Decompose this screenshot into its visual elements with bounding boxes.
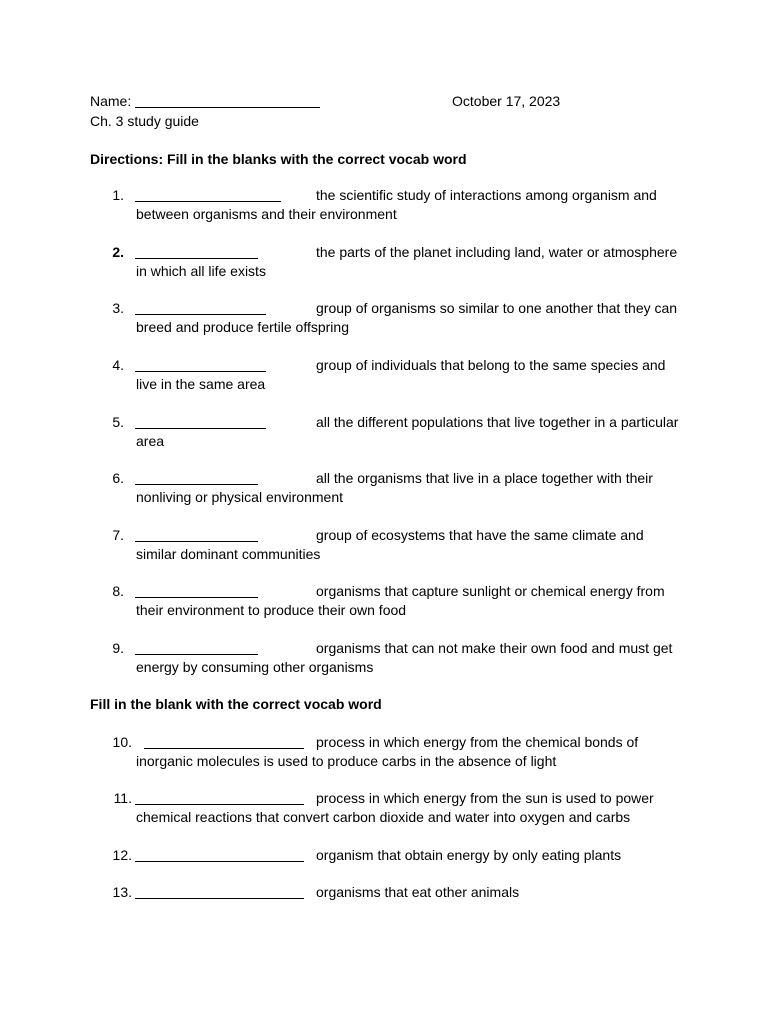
definition-line2: in which all life exists: [136, 263, 266, 279]
definition-line2: similar dominant communities: [136, 546, 321, 562]
definition-line2: nonliving or physical environment: [136, 489, 343, 505]
answer-blank: [135, 804, 304, 805]
question-item: [0, 526, 768, 566]
definition-line1: organisms that can not make their own food and must get: [316, 640, 673, 656]
question-number: 9.: [112, 640, 124, 656]
answer-blank: [135, 258, 258, 259]
definition-line1: process in which energy from the chemical bonds of: [316, 734, 639, 750]
name-blank: [135, 107, 320, 108]
definition-line1: the parts of the planet including land, water or atmosphere: [316, 244, 678, 260]
question-number: 8.: [112, 583, 124, 599]
question-number: 6.: [112, 470, 124, 486]
question-item: [0, 243, 768, 283]
answer-blank: [135, 428, 266, 429]
question-item: [0, 846, 768, 886]
answer-blank: [135, 541, 258, 542]
date-text: October 17, 2023: [452, 93, 561, 109]
question-item: [0, 582, 768, 622]
question-item: [0, 639, 768, 679]
definition-line2: area: [136, 433, 165, 449]
answer-blank: [135, 597, 258, 598]
question-number: 12.: [112, 847, 132, 863]
answer-blank: [135, 484, 258, 485]
question-number: 5.: [112, 414, 124, 430]
question-item: [0, 299, 768, 339]
question-item: [0, 469, 768, 509]
question-number: 2.: [112, 244, 124, 260]
answer-blank: [135, 314, 266, 315]
question-number: 1.: [112, 187, 124, 203]
definition-line2: inorganic molecules is used to produce carbs in the absence of light: [136, 753, 557, 769]
definition-line1: group of organisms so similar to one another that they can: [316, 300, 678, 316]
definition-line2: between organisms and their environment: [136, 206, 397, 222]
definition-line2: live in the same area: [136, 376, 266, 392]
question-item: [0, 356, 768, 396]
answer-blank: [135, 654, 258, 655]
answer-blank: [135, 201, 281, 202]
question-number: 10.: [112, 734, 132, 750]
question-number: 3.: [112, 300, 124, 316]
answer-blank: [144, 748, 304, 749]
name-label: Name:: [90, 93, 132, 109]
definition-line1: the scientific study of interactions among organism and: [316, 187, 657, 203]
question-item: [0, 883, 768, 923]
definition-line1: organisms that capture sunlight or chemical energy from: [316, 583, 665, 599]
definition-line1: organism that obtain energy by only eating plants: [316, 847, 622, 863]
definition-line2: energy by consuming other organisms: [136, 659, 374, 675]
question-item: [0, 186, 768, 226]
definition-line1: group of individuals that belong to the same species and: [316, 357, 666, 373]
definition-line1: all the different populations that live together in a particular: [316, 414, 679, 430]
question-number: 4.: [112, 357, 124, 373]
question-item: [0, 789, 768, 829]
answer-blank: [135, 861, 304, 862]
definition-line2: chemical reactions that convert carbon dioxide and water into oxygen and carbs: [136, 809, 631, 825]
definition-line1: group of ecosystems that have the same climate and: [316, 527, 644, 543]
section2-directions: Fill in the blank with the correct vocab word: [90, 696, 382, 712]
question-item: [0, 413, 768, 453]
question-item: [0, 733, 768, 773]
question-number: 11.: [113, 790, 132, 806]
question-number: 7.: [112, 527, 124, 543]
page-subtitle: Ch. 3 study guide: [90, 113, 199, 129]
definition-line2: breed and produce fertile offspring: [136, 319, 349, 335]
question-number: 13.: [112, 884, 132, 900]
section1-directions: Directions: Fill in the blanks with the correct vocab word: [90, 151, 467, 167]
definition-line1: all the organisms that live in a place together with their: [316, 470, 653, 486]
answer-blank: [135, 371, 266, 372]
answer-blank: [135, 898, 304, 899]
definition-line1: process in which energy from the sun is used to power: [316, 790, 654, 806]
definition-line2: their environment to produce their own food: [136, 602, 407, 618]
definition-line1: organisms that eat other animals: [316, 884, 520, 900]
